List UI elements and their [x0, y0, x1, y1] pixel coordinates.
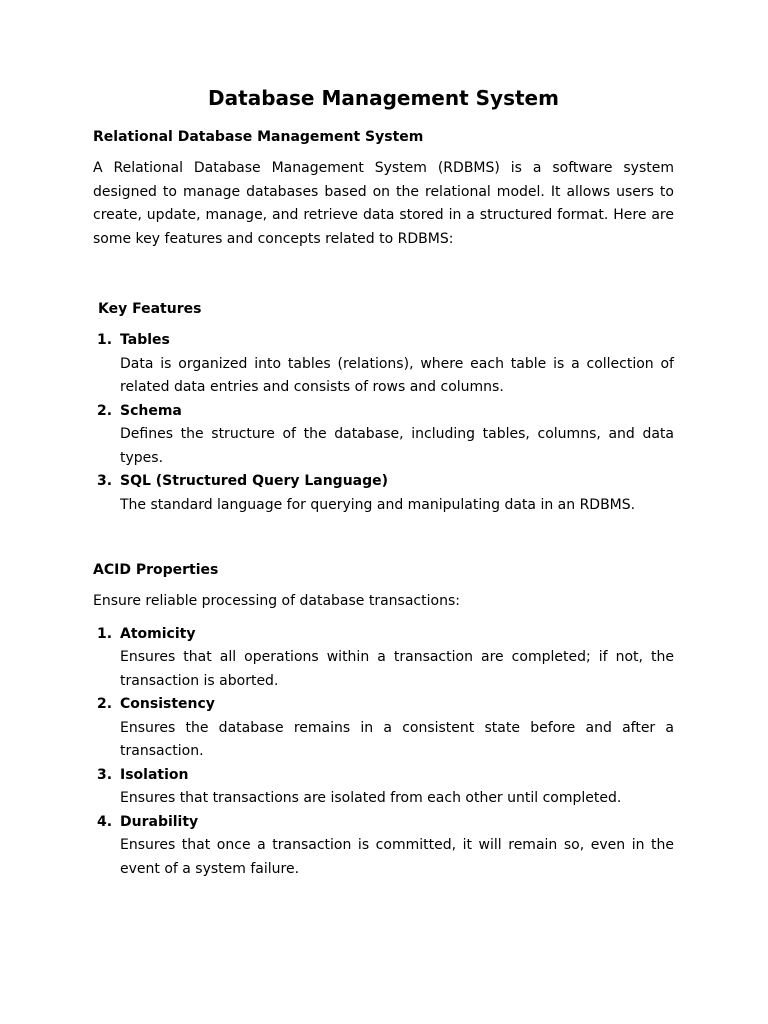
item-number: 3. — [97, 766, 113, 783]
item-term: Atomicity — [120, 625, 196, 642]
item-description: Ensures that transactions are isolated from each other until completed. — [120, 790, 622, 806]
section-heading-rdbms: Relational Database Management System — [93, 129, 424, 145]
item-term: Isolation — [120, 766, 189, 783]
acid-intro-paragraph: Ensure reliable processing of database transactions: — [93, 593, 460, 609]
document-title: Database Management System — [208, 86, 559, 110]
item-term: Schema — [120, 402, 182, 419]
item-description: Data is organized into tables (relations), where each table is a collection of related data entries and consists of rows and columns. — [120, 355, 674, 395]
item-number: 3. — [97, 473, 113, 489]
list-item — [93, 623, 674, 694]
item-number: 4. — [97, 813, 113, 830]
item-term: Tables — [120, 332, 170, 348]
list-item — [93, 470, 674, 517]
item-number: 1. — [97, 625, 113, 642]
list-item — [93, 693, 674, 764]
rdbms-intro-paragraph: A Relational Database Management System (RDBMS) is a software system designed to manage databases based on the relational model. It allows users to create, update, manage, and retrieve data stored in a structured format. Here are some key features and concepts related to RDBMS: — [93, 160, 674, 247]
item-term: Consistency — [120, 696, 215, 712]
item-number: 1. — [97, 332, 113, 348]
item-term: Durability — [120, 813, 199, 830]
document-content — [93, 84, 674, 881]
key-features-list — [93, 329, 674, 517]
list-item — [93, 329, 674, 400]
list-item — [93, 764, 674, 811]
item-term: SQL (Structured Query Language) — [120, 473, 389, 489]
section-heading-key-features: Key Features — [98, 301, 202, 317]
list-item — [93, 400, 674, 471]
item-number: 2. — [97, 402, 113, 419]
item-description: Ensures that all operations within a transaction are completed; if not, the transaction is aborted. — [120, 649, 674, 689]
list-item — [93, 811, 674, 882]
item-description: The standard language for querying and manipulating data in an RDBMS. — [120, 496, 636, 513]
item-number: 2. — [97, 696, 113, 712]
item-description: Ensures that once a transaction is committed, it will remain so, even in the event of a system failure. — [120, 837, 674, 877]
acid-properties-list — [93, 623, 674, 882]
section-heading-acid: ACID Properties — [93, 562, 219, 578]
item-description: Defines the structure of the database, including tables, columns, and data types. — [120, 426, 674, 466]
item-description: Ensures the database remains in a consistent state before and after a transaction. — [120, 719, 674, 759]
